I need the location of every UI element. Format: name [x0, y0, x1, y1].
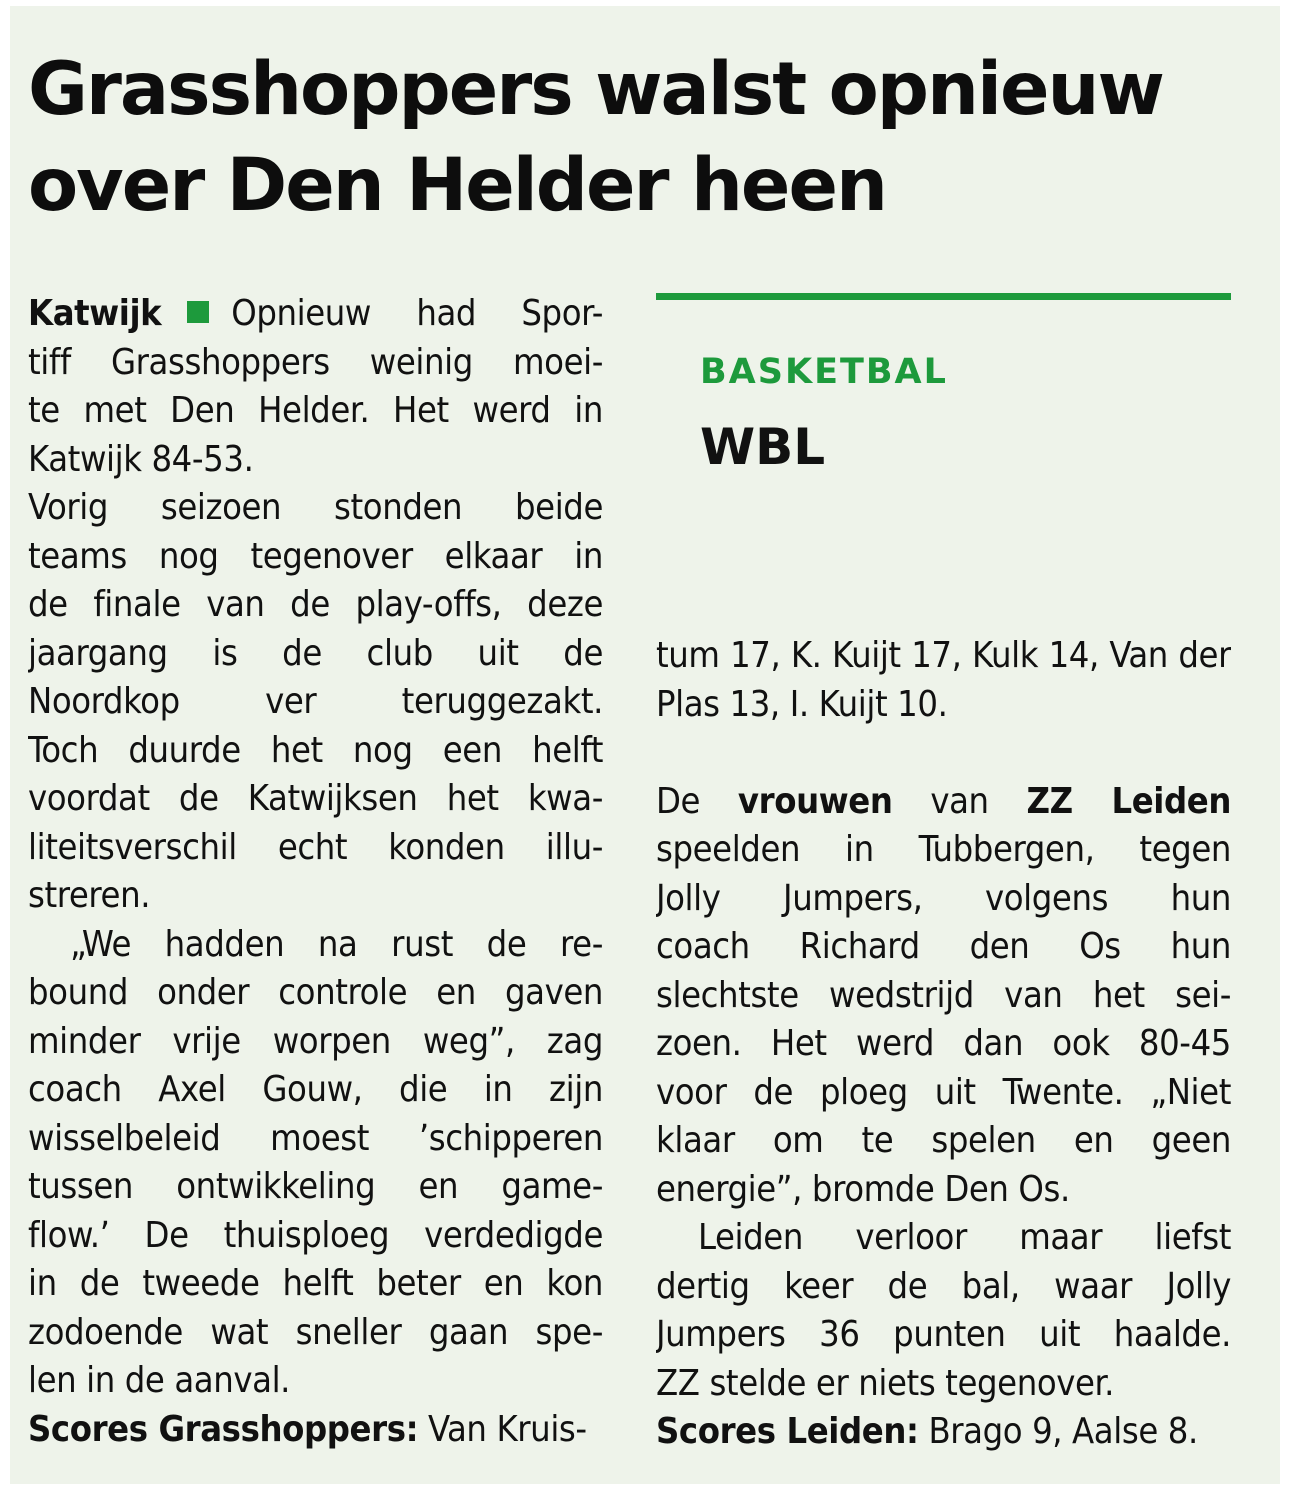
- body-line: Katwijk 84-53.: [28, 438, 254, 480]
- body-line: coach Axel Gouw, die in zijn: [28, 1069, 603, 1110]
- body-line: flow.’ De thuisploeg verdedigde: [28, 1214, 603, 1256]
- body-line: dertig keer de bal, waar Jolly: [656, 1265, 1231, 1307]
- green-square-icon: [187, 301, 209, 323]
- body-line: streren.: [28, 875, 151, 916]
- body-line: jaargang is de club uit de: [28, 632, 603, 674]
- bold-word: ZZ Leiden: [1026, 780, 1231, 822]
- headline-line: Grasshoppers walst opnieuw: [28, 47, 1163, 132]
- paragraph-gap: [656, 729, 1231, 778]
- body-line: [28, 290, 603, 339]
- body-line: tum 17, K. Kuijt 17, Kulk 14, Van der: [656, 635, 1231, 676]
- body-line: Toch duurde het nog een helft: [28, 729, 603, 771]
- scores-label: Scores Leiden:: [656, 1411, 919, 1452]
- section-rule: [656, 293, 1231, 300]
- body-line: coach Richard den Os hun: [656, 926, 1231, 967]
- body-line: liteitsverschil echt konden illu-: [28, 826, 603, 868]
- body-line: voor de ploeg uit Twente. „Niet: [656, 1071, 1231, 1113]
- body-line: teams nog tegenover elkaar in: [28, 535, 603, 577]
- body-line: minder vrije worpen weg”, zag: [28, 1020, 603, 1062]
- word: van: [930, 780, 989, 822]
- headline: [28, 42, 1268, 234]
- body-line: Leiden verloor maar liefst: [698, 1217, 1231, 1258]
- body-line: bound onder controle en gaven: [28, 972, 603, 1013]
- scores-text: Brago 9, Aalse 8.: [928, 1411, 1198, 1452]
- league-label: WBL: [700, 418, 826, 476]
- right-column: [656, 632, 1231, 1457]
- body-line: Vorig seizoen stonden beide: [28, 487, 603, 528]
- body-line: tiff Grasshoppers weinig moei-: [28, 341, 603, 383]
- body-line: ZZ stelde er niets tegenover.: [656, 1362, 1115, 1404]
- body-line: de finale van de play-offs, deze: [28, 584, 603, 625]
- dateline: Katwijk: [28, 293, 162, 334]
- scores-label: Scores Grasshoppers:: [28, 1408, 419, 1450]
- scores-text: Van Kruis-: [428, 1408, 587, 1450]
- body-line: te met Den Helder. Het werd in: [28, 390, 603, 431]
- body-line: Plas 13, I. Kuijt 10.: [656, 683, 948, 725]
- body-line: slechtste wedstrijd van het sei-: [656, 974, 1231, 1016]
- body-line: zodoende wat sneller gaan spe-: [28, 1311, 603, 1353]
- body-line: Jolly Jumpers, volgens hun: [656, 877, 1231, 919]
- body-line: len in de aanval.: [28, 1360, 291, 1401]
- body-line: klaar om te spelen en geen: [656, 1120, 1231, 1161]
- lead-text: Opnieuw had Spor-: [231, 293, 603, 334]
- body-line: tussen ontwikkeling en game-: [28, 1166, 603, 1207]
- section-label: BASKETBAL: [700, 352, 948, 392]
- left-column: [28, 290, 603, 1454]
- body-line: speelden in Tubbergen, tegen: [656, 829, 1231, 870]
- body-line: zoen. Het werd dan ook 80-45: [656, 1023, 1231, 1064]
- word: De: [656, 780, 701, 822]
- body-line: voordat de Katwijksen het kwa-: [28, 778, 603, 819]
- body-line: Noordkop ver teruggezakt.: [28, 681, 603, 722]
- bold-word: vrouwen: [737, 780, 893, 822]
- body-line: energie”, bromde Den Os.: [656, 1168, 1070, 1210]
- body-line: in de tweede helft beter en kon: [28, 1263, 603, 1304]
- headline-line: over Den Helder heen: [28, 143, 886, 228]
- article-page: [10, 6, 1280, 1484]
- body-line: wisselbeleid moest ’schipperen: [28, 1117, 603, 1159]
- body-line: [656, 778, 1231, 827]
- scores-line: [28, 1406, 603, 1455]
- scores-line: [656, 1408, 1231, 1457]
- body-line: „We hadden na rust de re-: [70, 923, 603, 965]
- body-line: Jumpers 36 punten uit haalde.: [656, 1314, 1231, 1355]
